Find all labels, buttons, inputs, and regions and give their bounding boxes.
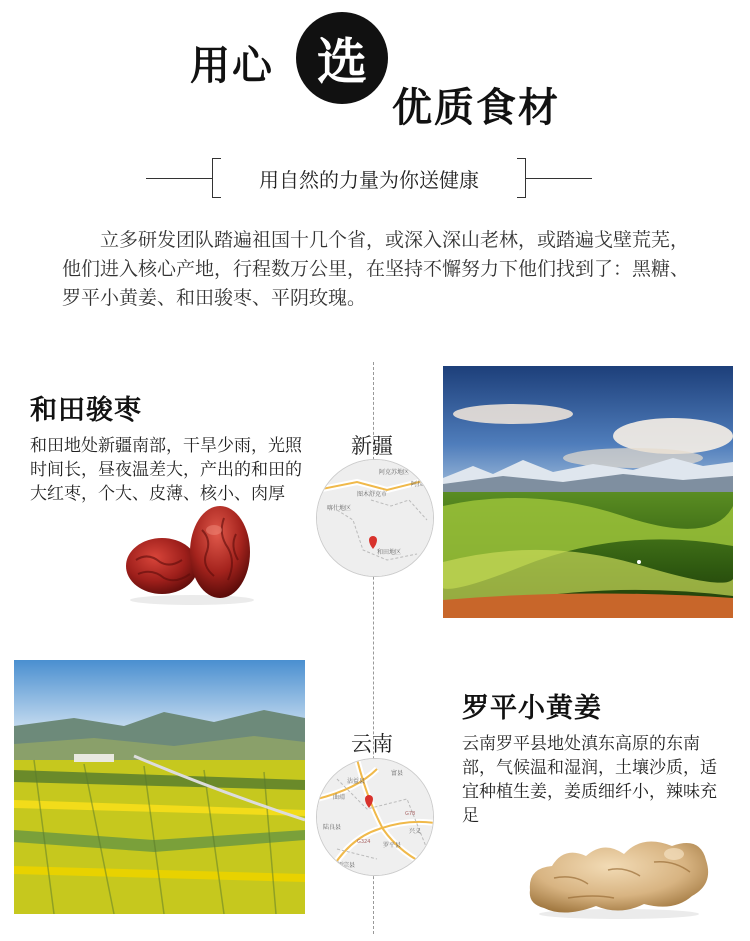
heading-right: 优质食材 [392,85,560,131]
map-label: 陆良县 [323,824,342,831]
subtitle-box [212,158,526,198]
section-title-ginger: 罗平小黄姜 [462,693,602,724]
section-desc-jujube: 和田地处新疆南部，干旱少雨，光照时间长，昼夜温差大，产出的和田的大红枣，个大、皮薄、核小、肉厚 [30,436,302,504]
ginger-image [524,826,714,920]
map-label: G78 [405,811,416,817]
heading-left: 用心 [190,43,274,89]
photo-xinjiang-grassland [443,366,733,618]
subtitle-rule-left [146,178,212,179]
map-label: 阿克苏地区 [379,469,410,476]
photo-yunnan-fields [14,660,305,914]
subtitle-rule-right [526,178,592,179]
map-label: 罗平县 [383,842,402,849]
map-label: 沾益县 [347,778,366,785]
map-label: 曲靖 [333,794,346,801]
section-desc-ginger: 云南罗平县地处滇东高原的东南部，气候温和湿润，土壤沙质，适宜种植生姜，姜质细纤小，辣味充足 [462,734,717,826]
section-title-jujube: 和田骏枣 [30,395,142,426]
map-label: 师宗县 [337,862,356,869]
map-label: G324 [357,839,371,845]
map-label: 富县 [391,770,404,777]
map-label: 兴义 [409,828,422,835]
map-yunnan [316,758,434,876]
subtitle-text: 用自然的力量为你送健康 [259,167,479,192]
region-label-xinjiang: 新疆 [351,434,393,458]
map-label: 喀什地区 [327,505,352,512]
heading-circle-char: 选 [317,33,367,91]
heading-circle-badge [296,12,388,104]
region-label-yunnan: 云南 [351,732,393,756]
map-label: 和田地区 [377,549,402,556]
map-label: 阿拉 [411,481,424,488]
map-label: 图木舒克市 [357,491,388,498]
map-xinjiang [316,459,434,577]
intro-paragraph: 立多研发团队踏遍祖国十几个省，或深入深山老林，或踏遍戈壁荒芜，他们进入核心产地，行程数万公里，在坚持不懈努力下他们找到了：黑糖、罗平小黄姜、和田骏枣、平阴玫瑰。 [62,229,690,309]
jujube-image [122,500,262,606]
